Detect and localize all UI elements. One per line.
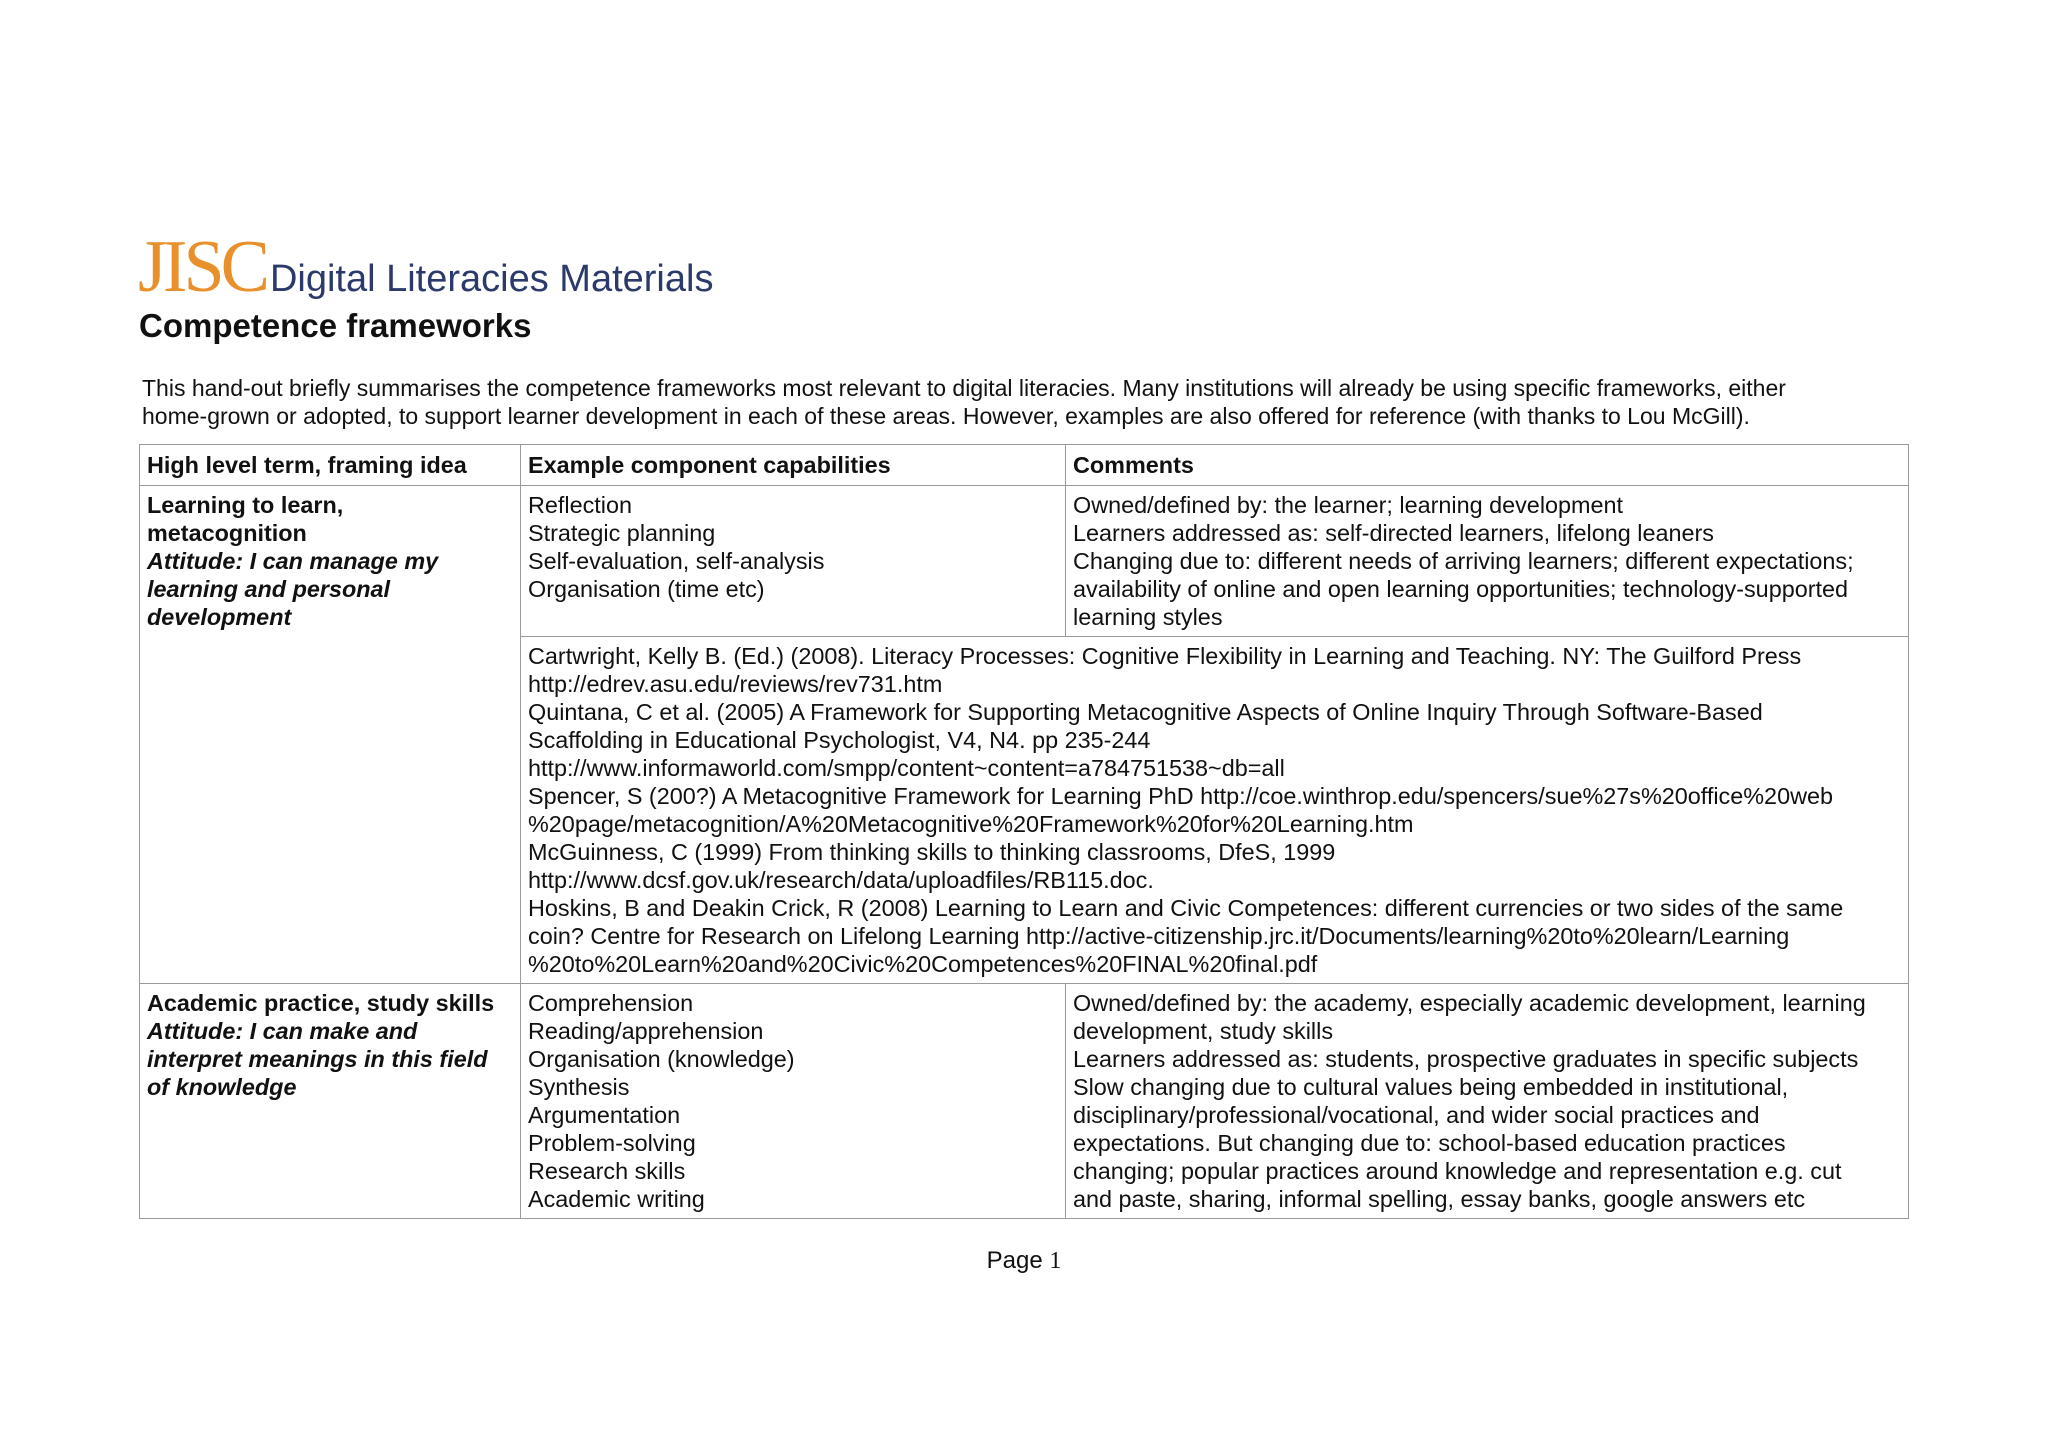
term-line: metacognition: [147, 520, 307, 546]
framing-idea-cell: [140, 984, 521, 1219]
table-row: [140, 486, 1909, 637]
reference-line: Scaffolding in Educational Psychologist, V4, N4. pp 235-244: [528, 727, 1151, 753]
comment-line: learning styles: [1073, 604, 1223, 630]
table-row: [140, 984, 1909, 1219]
attitude-line: interpret meanings in this field: [147, 1046, 488, 1072]
reference-line: coin? Centre for Research on Lifelong Learning http://active-citizenship.jrc.it/Documents/learning%20to%20learn/Learning: [528, 923, 1790, 949]
term-line: Academic practice, study skills: [147, 990, 495, 1016]
capability-item: Organisation (knowledge): [528, 1046, 795, 1072]
reference-link[interactable]: %20to%20Learn%20and%20Civic%20Competences%20FINAL%20final.pdf: [528, 951, 1318, 977]
comment-line: development, study skills: [1073, 1018, 1334, 1044]
column-header-capabilities: Example component capabilities: [521, 445, 1066, 486]
reference-line: Spencer, S (200?) A Metacognitive Framework for Learning PhD http://coe.winthrop.edu/spencers/sue%27s%20office%20web: [528, 783, 1833, 809]
framing-idea-cell: [140, 486, 521, 984]
capability-item: Reflection: [528, 492, 633, 518]
column-header-term: High level term, framing idea: [140, 445, 521, 486]
attitude-line: Attitude: I can make and: [147, 1018, 418, 1044]
capability-item: Synthesis: [528, 1074, 630, 1100]
attitude-line: development: [147, 604, 292, 630]
capability-item: Academic writing: [528, 1186, 705, 1212]
comment-line: Owned/defined by: the academy, especially academic development, learning: [1073, 990, 1866, 1016]
capability-item: Organisation (time etc): [528, 576, 765, 602]
reference-line: Cartwright, Kelly B. (Ed.) (2008). Literacy Processes: Cognitive Flexibility in Learning and Teaching. NY: The Guilford Press: [528, 643, 1802, 669]
intro-line: This hand-out briefly summarises the competence frameworks most relevant to digital literacies. Many institutions will already be using specific frameworks, either: [142, 375, 1786, 401]
capability-item: Argumentation: [528, 1102, 681, 1128]
capability-item: Self-evaluation, self-analysis: [528, 548, 825, 574]
reference-link[interactable]: %20page/metacognition/A%20Metacognitive%20Framework%20for%20Learning.htm: [528, 811, 1414, 837]
term-line: Learning to learn,: [147, 492, 344, 518]
capability-item: Comprehension: [528, 990, 694, 1016]
page-footer: [0, 1246, 2048, 1276]
references-cell: [521, 637, 1909, 984]
capability-item: Strategic planning: [528, 520, 716, 546]
intro-paragraph: [142, 374, 1902, 430]
competence-frameworks-table: [139, 444, 1909, 1219]
attitude-line: learning and personal: [147, 576, 391, 602]
comment-line: changing; popular practices around knowledge and representation e.g. cut: [1073, 1158, 1842, 1184]
attitude-line: Attitude: I can manage my: [147, 548, 439, 574]
reference-line: McGuinness, C (1999) From thinking skills to thinking classrooms, DfeS, 1999: [528, 839, 1336, 865]
attitude-line: of knowledge: [147, 1074, 297, 1100]
intro-line: home-grown or adopted, to support learner development in each of these areas. However, examples are also offered for reference (with thanks to Lou McGill).: [142, 403, 1750, 429]
capabilities-cell: [521, 984, 1066, 1219]
comment-line: Learners addressed as: students, prospective graduates in specific subjects: [1073, 1046, 1859, 1072]
capability-item: Research skills: [528, 1158, 686, 1184]
capabilities-cell: [521, 486, 1066, 637]
comment-line: Owned/defined by: the learner; learning development: [1073, 492, 1624, 518]
reference-link[interactable]: http://edrev.asu.edu/reviews/rev731.htm: [528, 671, 943, 697]
capability-item: Reading/apprehension: [528, 1018, 764, 1044]
comment-line: Slow changing due to cultural values being embedded in institutional,: [1073, 1074, 1789, 1100]
comment-line: expectations. But changing due to: school-based education practices: [1073, 1130, 1786, 1156]
reference-line: Hoskins, B and Deakin Crick, R (2008) Learning to Learn and Civic Competences: different currencies or two sides of the same: [528, 895, 1844, 921]
comment-line: Learners addressed as: self-directed learners, lifelong leaners: [1073, 520, 1714, 546]
page-number: 1: [1049, 1248, 1062, 1274]
comments-cell: [1066, 486, 1909, 637]
table-header-row: [140, 445, 1909, 486]
comment-line: availability of online and open learning opportunities; technology-supported: [1073, 576, 1849, 602]
reference-link[interactable]: http://www.informaworld.com/smpp/content~content=a784751538~db=all: [528, 755, 1285, 781]
column-header-comments: Comments: [1066, 445, 1909, 486]
capability-item: Problem-solving: [528, 1130, 696, 1156]
jisc-logo: [138, 226, 714, 308]
comments-cell: [1066, 984, 1909, 1219]
reference-link[interactable]: http://www.dcsf.gov.uk/research/data/uploadfiles/RB115.doc.: [528, 867, 1154, 893]
jisc-logo-mark: JISC: [138, 226, 266, 308]
page-label: Page: [986, 1247, 1043, 1274]
comment-line: Changing due to: different needs of arriving learners; different expectations;: [1073, 548, 1854, 574]
page-title: Competence frameworks: [139, 307, 532, 344]
comment-line: and paste, sharing, informal spelling, essay banks, google answers etc: [1073, 1186, 1806, 1212]
reference-line: Quintana, C et al. (2005) A Framework for Supporting Metacognitive Aspects of Online Inquiry Through Software-Based: [528, 699, 1763, 725]
logo-subtitle: Digital Literacies Materials: [269, 258, 714, 300]
comment-line: disciplinary/professional/vocational, and wider social practices and: [1073, 1102, 1760, 1128]
